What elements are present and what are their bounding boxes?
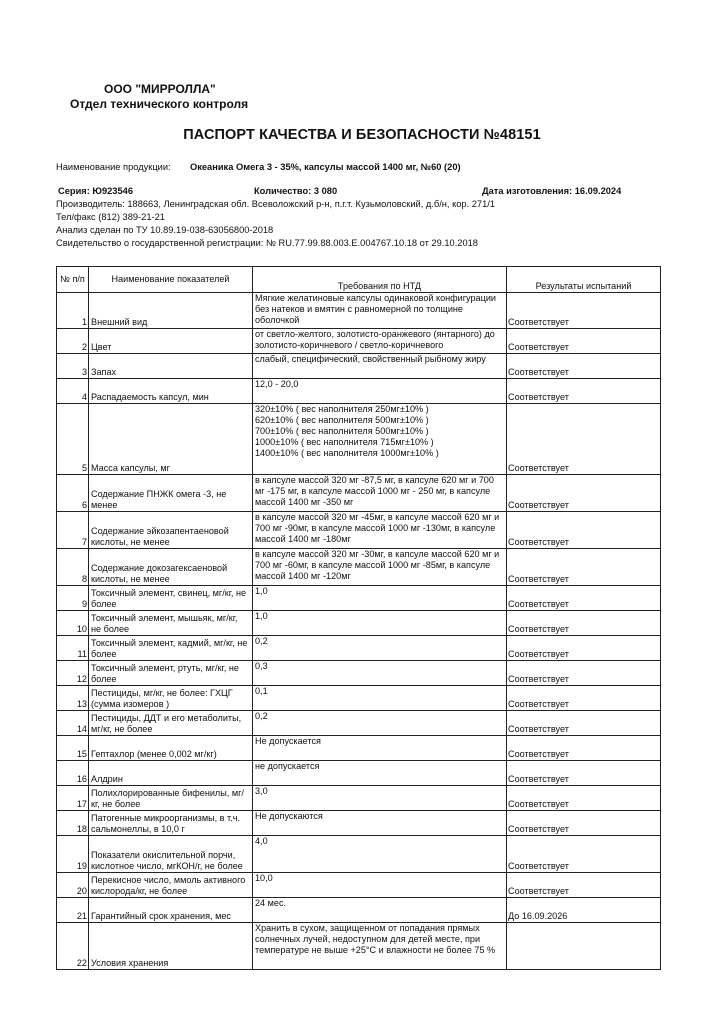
row-number: 21 <box>57 898 89 923</box>
row-result: Соответствует <box>507 736 661 761</box>
header-requirements: Требования по НТД <box>253 267 507 293</box>
row-number: 11 <box>57 636 89 661</box>
table-row <box>57 636 661 661</box>
row-indicator-name: Перекисное число, ммоль активного кислорода/кг, не более <box>89 873 253 898</box>
row-number: 1 <box>57 293 89 329</box>
row-number: 2 <box>57 329 89 354</box>
row-result: Соответствует <box>507 811 661 836</box>
row-result: Соответствует <box>507 711 661 736</box>
row-number: 20 <box>57 873 89 898</box>
row-result: Соответствует <box>507 586 661 611</box>
table-row <box>57 475 661 512</box>
table-row <box>57 512 661 549</box>
row-requirement: 0,2 <box>253 636 507 661</box>
row-indicator-name: Содержание докозагексаеновой кислоты, не менее <box>89 549 253 586</box>
table-row <box>57 811 661 836</box>
row-indicator-name: Пестициды, мг/кг, не более: ГХЦГ (сумма изомеров ) <box>89 686 253 711</box>
quantity: Количество: 3 080 <box>254 186 338 196</box>
row-result: Соответствует <box>507 404 661 475</box>
row-result: Соответствует <box>507 836 661 873</box>
row-result: До 16.09.2026 <box>507 898 661 923</box>
row-requirement: 0,2 <box>253 711 507 736</box>
row-indicator-name: Цвет <box>89 329 253 354</box>
row-result: Соответствует <box>507 293 661 329</box>
row-number: 12 <box>57 661 89 686</box>
header-num: № п/п <box>57 267 89 293</box>
row-requirement: 1,0 <box>253 611 507 636</box>
table-row <box>57 736 661 761</box>
row-requirement: в капсуле массой 320 мг -87,5 мг, в капсуле 620 мг и 700 мг -175 мг, в капсуле массой 1000 мг - 250 мг, в капсуле массой 1400 мг -350 мг <box>253 475 507 512</box>
row-result: Соответствует <box>507 786 661 811</box>
row-requirement: 12,0 - 20,0 <box>253 379 507 404</box>
header-results: Результаты испытаний <box>507 267 661 293</box>
row-number: 19 <box>57 836 89 873</box>
row-requirement: 320±10% ( вес наполнителя 250мг±10% ) 620±10% ( вес наполнителя 500мг±10% ) 700±10% ( вес наполнителя 500мг±10% ) 1000±10% ( вес наполнителя 715мг±10% ) 1400±10% ( вес наполнителя 1000мг±10% ) <box>253 404 507 475</box>
row-result: Соответствует <box>507 761 661 786</box>
table-row <box>57 661 661 686</box>
row-indicator-name: Запах <box>89 354 253 379</box>
row-indicator-name: Токсичный элемент, кадмий, мг/кг, не более <box>89 636 253 661</box>
row-result: Соответствует <box>507 636 661 661</box>
quality-table <box>56 266 661 970</box>
row-number: 9 <box>57 586 89 611</box>
document-title: ПАСПОРТ КАЧЕСТВА И БЕЗОПАСНОСТИ №48151 <box>183 127 541 143</box>
table-row <box>57 611 661 636</box>
series-number: Серия: Ю923546 <box>58 186 133 196</box>
table-row <box>57 711 661 736</box>
table-header-row <box>57 267 661 293</box>
row-number: 18 <box>57 811 89 836</box>
row-indicator-name: Алдрин <box>89 761 253 786</box>
row-result: Соответствует <box>507 329 661 354</box>
row-requirement: 0,1 <box>253 686 507 711</box>
row-result: Соответствует <box>507 661 661 686</box>
row-result: Соответствует <box>507 379 661 404</box>
row-number: 22 <box>57 923 89 970</box>
product-value: Океаника Омега 3 - 35%, капсулы массой 1400 мг, №60 (20) <box>190 162 461 172</box>
row-requirement: Хранить в сухом, защищенном от попадания прямых солнечных лучей, недоступном для детей месте, при температуре не выше +25°С и влажности не более 75 % <box>253 923 507 970</box>
row-number: 5 <box>57 404 89 475</box>
table-row <box>57 549 661 586</box>
row-indicator-name: Внешний вид <box>89 293 253 329</box>
row-result: Соответствует <box>507 686 661 711</box>
table-row <box>57 354 661 379</box>
table-row <box>57 404 661 475</box>
table-row <box>57 329 661 354</box>
row-indicator-name: Содержание ПНЖК омега -3, не менее <box>89 475 253 512</box>
row-requirement: не допускается <box>253 761 507 786</box>
manufacture-date: Дата изготовления: 16.09.2024 <box>482 186 622 196</box>
department-name: Отдел технического контроля <box>70 97 249 111</box>
table-row <box>57 293 661 329</box>
row-result: Соответствует <box>507 611 661 636</box>
row-requirement: от светло-желтого, золотисто-оранжевого (янтарного) до золотисто-коричневого / светло-коричневого <box>253 329 507 354</box>
row-indicator-name: Полихлорированные бифенилы, мг/кг, не более <box>89 786 253 811</box>
row-requirement: 0,3 <box>253 661 507 686</box>
row-number: 4 <box>57 379 89 404</box>
manufacturer: Производитель: 188663, Ленинградская обл. Всеволожский р-н, п.г.т. Кузьмоловский, д.б/н, кор. 271/1 <box>56 199 496 209</box>
table-row <box>57 761 661 786</box>
row-number: 10 <box>57 611 89 636</box>
row-result: Соответствует <box>507 549 661 586</box>
row-number: 8 <box>57 549 89 586</box>
table-row <box>57 898 661 923</box>
row-result: Соответствует <box>507 873 661 898</box>
table-body <box>57 293 661 970</box>
row-requirement: 10,0 <box>253 873 507 898</box>
analysis-standard: Анализ сделан по ТУ 10.89.19-038-63056800-2018 <box>56 225 274 235</box>
table-row <box>57 586 661 611</box>
table-row <box>57 379 661 404</box>
row-number: 15 <box>57 736 89 761</box>
row-indicator-name: Гарантийный срок хранения, мес <box>89 898 253 923</box>
row-indicator-name: Токсичный элемент, мышьяк, мг/кг, не более <box>89 611 253 636</box>
row-result: Соответствует <box>507 512 661 549</box>
row-requirement: Мягкие желатиновые капсулы одинаковой конфигурации без натеков и вмятин с равномерной по толщине оболочкой <box>253 293 507 329</box>
row-requirement: слабый, специфический, свойственный рыбному жиру <box>253 354 507 379</box>
row-number: 16 <box>57 761 89 786</box>
row-indicator-name: Распадаемость капсул, мин <box>89 379 253 404</box>
row-requirement: в капсуле массой 320 мг -45мг, в капсуле массой 620 мг и 700 мг -90мг, в капсуле массой 1000 мг -130мг, в капсуле массой 1400 мг -180мг <box>253 512 507 549</box>
row-requirement: 24 мес. <box>253 898 507 923</box>
row-indicator-name: Условия хранения <box>89 923 253 970</box>
row-requirement: Не допускается <box>253 736 507 761</box>
row-number: 7 <box>57 512 89 549</box>
row-result: Соответствует <box>507 475 661 512</box>
table-row <box>57 873 661 898</box>
row-indicator-name: Токсичный элемент, свинец, мг/кг, не более <box>89 586 253 611</box>
row-requirement: 1,0 <box>253 586 507 611</box>
header-name: Наименование показателей <box>89 267 253 293</box>
row-requirement: 3,0 <box>253 786 507 811</box>
row-number: 13 <box>57 686 89 711</box>
table-row <box>57 923 661 970</box>
row-result <box>507 923 661 970</box>
product-label: Наименование продукции: <box>56 162 171 172</box>
registration-certificate: Свидетельство о государственной регистрации: № RU.77.99.88.003.Е.004767.10.18 от 29.10.2018 <box>56 238 478 248</box>
table-row <box>57 836 661 873</box>
row-requirement: в капсуле массой 320 мг -30мг, в капсуле массой 620 мг и 700 мг -60мг, в капсуле массой 1000 мг -85мг, в капсуле массой 1400 мг -120мг <box>253 549 507 586</box>
row-indicator-name: Содержание эйкозапентаеновой кислоты, не менее <box>89 512 253 549</box>
row-number: 6 <box>57 475 89 512</box>
table-row <box>57 786 661 811</box>
row-number: 17 <box>57 786 89 811</box>
row-indicator-name: Патогенные микроорганизмы, в т.ч. сальмонеллы, в 10,0 г <box>89 811 253 836</box>
row-requirement: Не допускаются <box>253 811 507 836</box>
company-name: ООО "МИРРОЛЛА" <box>104 82 216 96</box>
row-indicator-name: Показатели окислительной порчи, кислотное число, мгКОН/г, не более <box>89 836 253 873</box>
row-requirement: 4,0 <box>253 836 507 873</box>
row-result: Соответствует <box>507 354 661 379</box>
phone-fax: Тел/факс (812) 389-21-21 <box>56 212 165 222</box>
row-number: 14 <box>57 711 89 736</box>
row-indicator-name: Пестициды, ДДТ и его метаболиты, мг/кг, не более <box>89 711 253 736</box>
row-indicator-name: Масса капсулы, мг <box>89 404 253 475</box>
table-row <box>57 686 661 711</box>
row-indicator-name: Токсичный элемент, ртуть, мг/кг, не более <box>89 661 253 686</box>
row-indicator-name: Гептахлор (менее 0,002 мг/кг) <box>89 736 253 761</box>
row-number: 3 <box>57 354 89 379</box>
